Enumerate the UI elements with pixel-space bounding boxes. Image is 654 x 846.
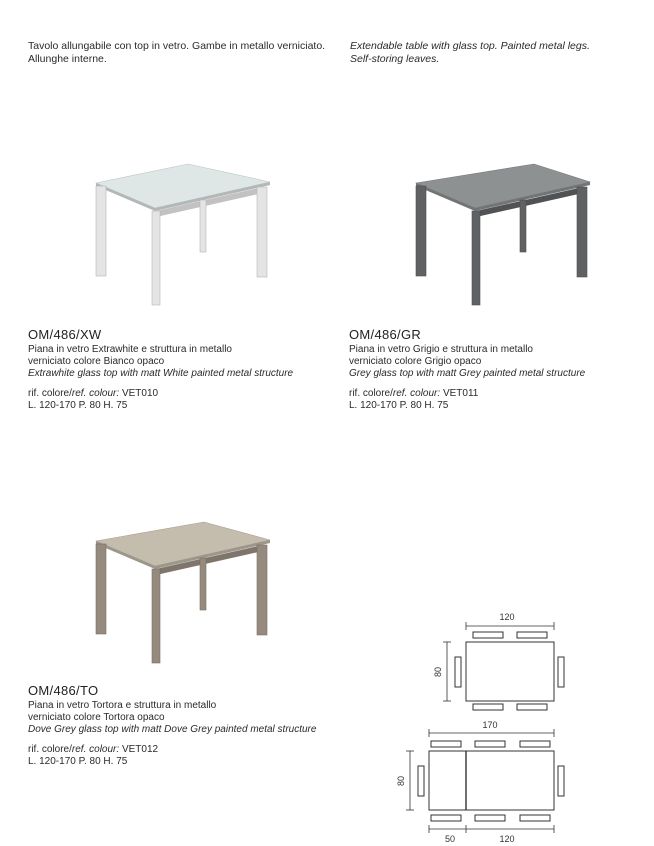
product-code: OM/486/GR [349, 327, 422, 342]
product-dims: L. 120-170 P. 80 H. 75 [28, 756, 128, 767]
product-desc-it-2: verniciato colore Bianco opaco [28, 356, 165, 367]
table-leg [472, 211, 480, 305]
table-leg [96, 186, 106, 276]
closed-table-outline [466, 642, 554, 701]
ref-label-en: ref. colour: [392, 388, 441, 399]
intro-it-line-1: Tavolo allungabile con top in vetro. Gambe in metallo verniciato. [28, 40, 326, 52]
chair [558, 657, 564, 687]
chair [431, 815, 461, 821]
product-photo-to [88, 518, 278, 668]
product-ref [28, 388, 328, 400]
intro-italian [28, 40, 328, 65]
product-desc-en: Extrawhite glass top with matt White painted metal structure [28, 368, 294, 379]
table-leg [152, 569, 160, 663]
product-ref [28, 744, 328, 756]
table-leg [96, 544, 106, 634]
table-leg [152, 211, 160, 305]
intro-en-line-1: Extendable table with glass top. Painted metal legs. [350, 40, 590, 52]
ref-value: VET010 [121, 388, 159, 399]
product-gr [349, 327, 649, 412]
table-leg [257, 187, 267, 277]
intro-it-line-2: Allunghe interne. [28, 52, 107, 65]
product-desc-en: Grey glass top with matt Grey painted metal structure [349, 368, 586, 379]
table-leg [577, 187, 587, 277]
chair [517, 632, 547, 638]
ref-value: VET012 [121, 744, 159, 755]
table-leg [257, 545, 267, 635]
product-photo-gr [408, 160, 598, 310]
product-code: OM/486/TO [28, 683, 99, 698]
table-leg [520, 200, 526, 252]
closed-depth-label: 80 [433, 666, 443, 678]
closed-width-label: 120 [499, 612, 515, 622]
product-desc-en: Dove Grey glass top with matt Dove Grey painted metal structure [28, 724, 317, 735]
product-xw [28, 327, 328, 412]
chair [558, 766, 564, 796]
intro-english [350, 40, 650, 65]
ref-label-en: ref. colour: [71, 388, 120, 399]
chair [473, 704, 503, 710]
table-leg [200, 200, 206, 252]
table-top-xw [96, 164, 270, 208]
product-desc-it-1: Piana in vetro Grigio e struttura in metallo [349, 344, 533, 355]
intro-en-line-2: Self-storing leaves. [350, 52, 440, 65]
open-width-label: 170 [482, 720, 498, 730]
table-leg [416, 186, 426, 276]
chair [517, 704, 547, 710]
chair [520, 741, 550, 747]
product-desc-it-2: verniciato colore Tortora opaco [28, 712, 165, 723]
diagram-extended-table [406, 729, 564, 833]
diagram-closed-table [443, 622, 564, 710]
ref-label-it: rif. colore/ [349, 388, 393, 399]
product-desc-it-2: verniciato colore Grigio opaco [349, 356, 482, 367]
product-dims: L. 120-170 P. 80 H. 75 [28, 400, 128, 411]
table-top-gr [416, 164, 590, 208]
chair [520, 815, 550, 821]
product-to [28, 683, 328, 768]
open-depth-label: 80 [396, 775, 406, 787]
ref-label-it: rif. colore/ [28, 744, 72, 755]
product-dims: L. 120-170 P. 80 H. 75 [349, 400, 449, 411]
product-photo-xw [88, 160, 278, 310]
table-top-to [96, 522, 270, 566]
ref-value: VET011 [442, 388, 479, 399]
ref-label-en: ref. colour: [71, 744, 120, 755]
base-width-label: 120 [499, 834, 515, 844]
leaf-width-label: 50 [444, 834, 456, 844]
product-code: OM/486/XW [28, 327, 102, 342]
product-desc-it-1: Piana in vetro Tortora e struttura in metallo [28, 700, 217, 711]
product-desc-it-1: Piana in vetro Extrawhite e struttura in metallo [28, 344, 232, 355]
chair [431, 741, 461, 747]
extended-table-outline [429, 751, 554, 810]
chair [455, 657, 461, 687]
chair [475, 741, 505, 747]
chair [473, 632, 503, 638]
chair [475, 815, 505, 821]
product-ref [349, 388, 649, 400]
table-leg [200, 558, 206, 610]
ref-label-it: rif. colore/ [28, 388, 72, 399]
chair [418, 766, 424, 796]
